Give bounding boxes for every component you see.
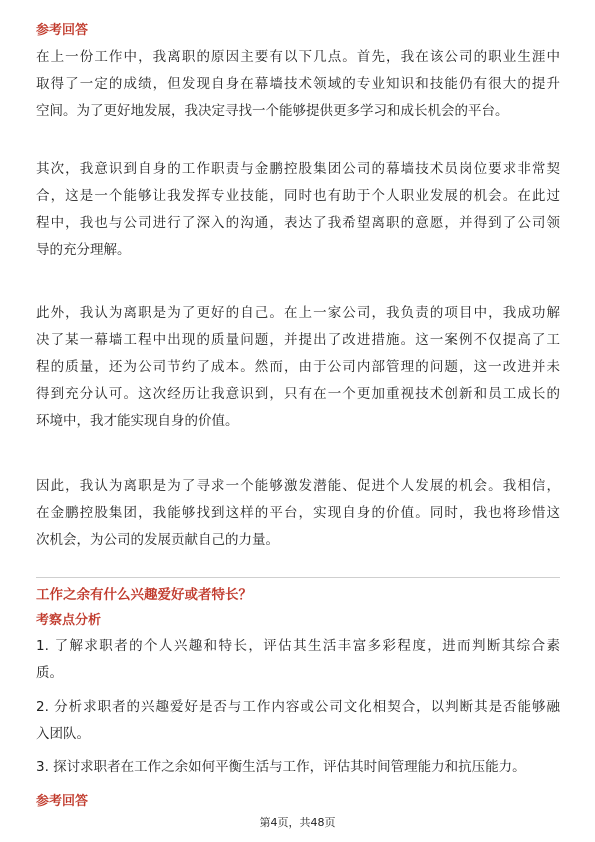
text-line: 其次，我意识到自身的工作职责与金鹏控股集团公司的幕墙技术员岗位要求非常契 (36, 161, 560, 177)
text-line: 程中，我也与公司进行了深入的沟通，表达了我希望离职的意愿，并得到了公司领 (36, 215, 560, 231)
section-divider (36, 577, 560, 578)
text-line: 程的质量，还为公司节约了成本。然而，由于公司内部管理的问题，这一改进并未 (36, 359, 560, 375)
answer-paragraph-1 (36, 44, 560, 125)
reference-answer-heading: 参考回答 (36, 23, 89, 38)
text-line: 导的充分理解。 (36, 242, 131, 258)
analysis-heading: 考察点分析 (36, 613, 102, 628)
text-line: 质。 (36, 665, 63, 681)
text-line: 合，这是一个能够让我发挥专业技能，同时也有助于个人职业发展的机会。在此过 (36, 188, 560, 204)
text-line: 3. 探讨求职者在工作之余如何平衡生活与工作，评估其时间管理能力和抗压能力。 (36, 759, 526, 775)
question-title: 工作之余有什么兴趣爱好或者特长？ (36, 587, 252, 603)
text-line: 取得了一定的成绩，但发现自身在幕墙技术领域的专业知识和技能仍有很大的提升 (36, 76, 560, 92)
analysis-point-2 (36, 694, 560, 748)
reference-answer-heading-2: 参考回答 (36, 794, 89, 809)
text-line: 次机会，为公司的发展贡献自己的力量。 (36, 532, 279, 548)
text-line: 得到充分认可。这次经历让我意识到，只有在一个更加重视技术创新和员工成长的 (36, 386, 560, 402)
answer-paragraph-4 (36, 473, 560, 554)
answer-paragraph-2 (36, 156, 560, 264)
text-line: 此外，我认为离职是为了更好的自己。在上一家公司，我负责的项目中，我成功解 (36, 305, 560, 321)
text-line: 在上一份工作中，我离职的原因主要有以下几点。首先，我在该公司的职业生涯中 (36, 49, 560, 65)
analysis-point-1 (36, 633, 560, 687)
text-line: 空间。为了更好地发展，我决定寻找一个能够提供更多学习和成长机会的平台。 (36, 103, 509, 119)
text-line: 1. 了解求职者的个人兴趣和特长，评估其生活丰富多彩程度，进而判断其综合素 (36, 638, 560, 654)
answer-paragraph-3 (36, 300, 560, 435)
text-line: 入团队。 (36, 726, 90, 742)
text-line: 因此，我认为离职是为了寻求一个能够激发潜能、促进个人发展的机会。我相信， (36, 478, 560, 494)
analysis-point-3 (36, 754, 560, 781)
text-line: 环境中，我才能实现自身的价值。 (36, 413, 239, 429)
text-line: 在金鹏控股集团，我能够找到这样的平台，实现自身的价值。同时，我也将珍惜这 (36, 505, 560, 521)
text-line: 2. 分析求职者的兴趣爱好是否与工作内容或公司文化相契合，以判断其是否能够融 (36, 699, 560, 715)
text-line: 决了某一幕墙工程中出现的质量问题，并提出了改进措施。这一案例不仅提高了工 (36, 332, 560, 348)
page-number: 第4页，共48页 (259, 816, 336, 829)
